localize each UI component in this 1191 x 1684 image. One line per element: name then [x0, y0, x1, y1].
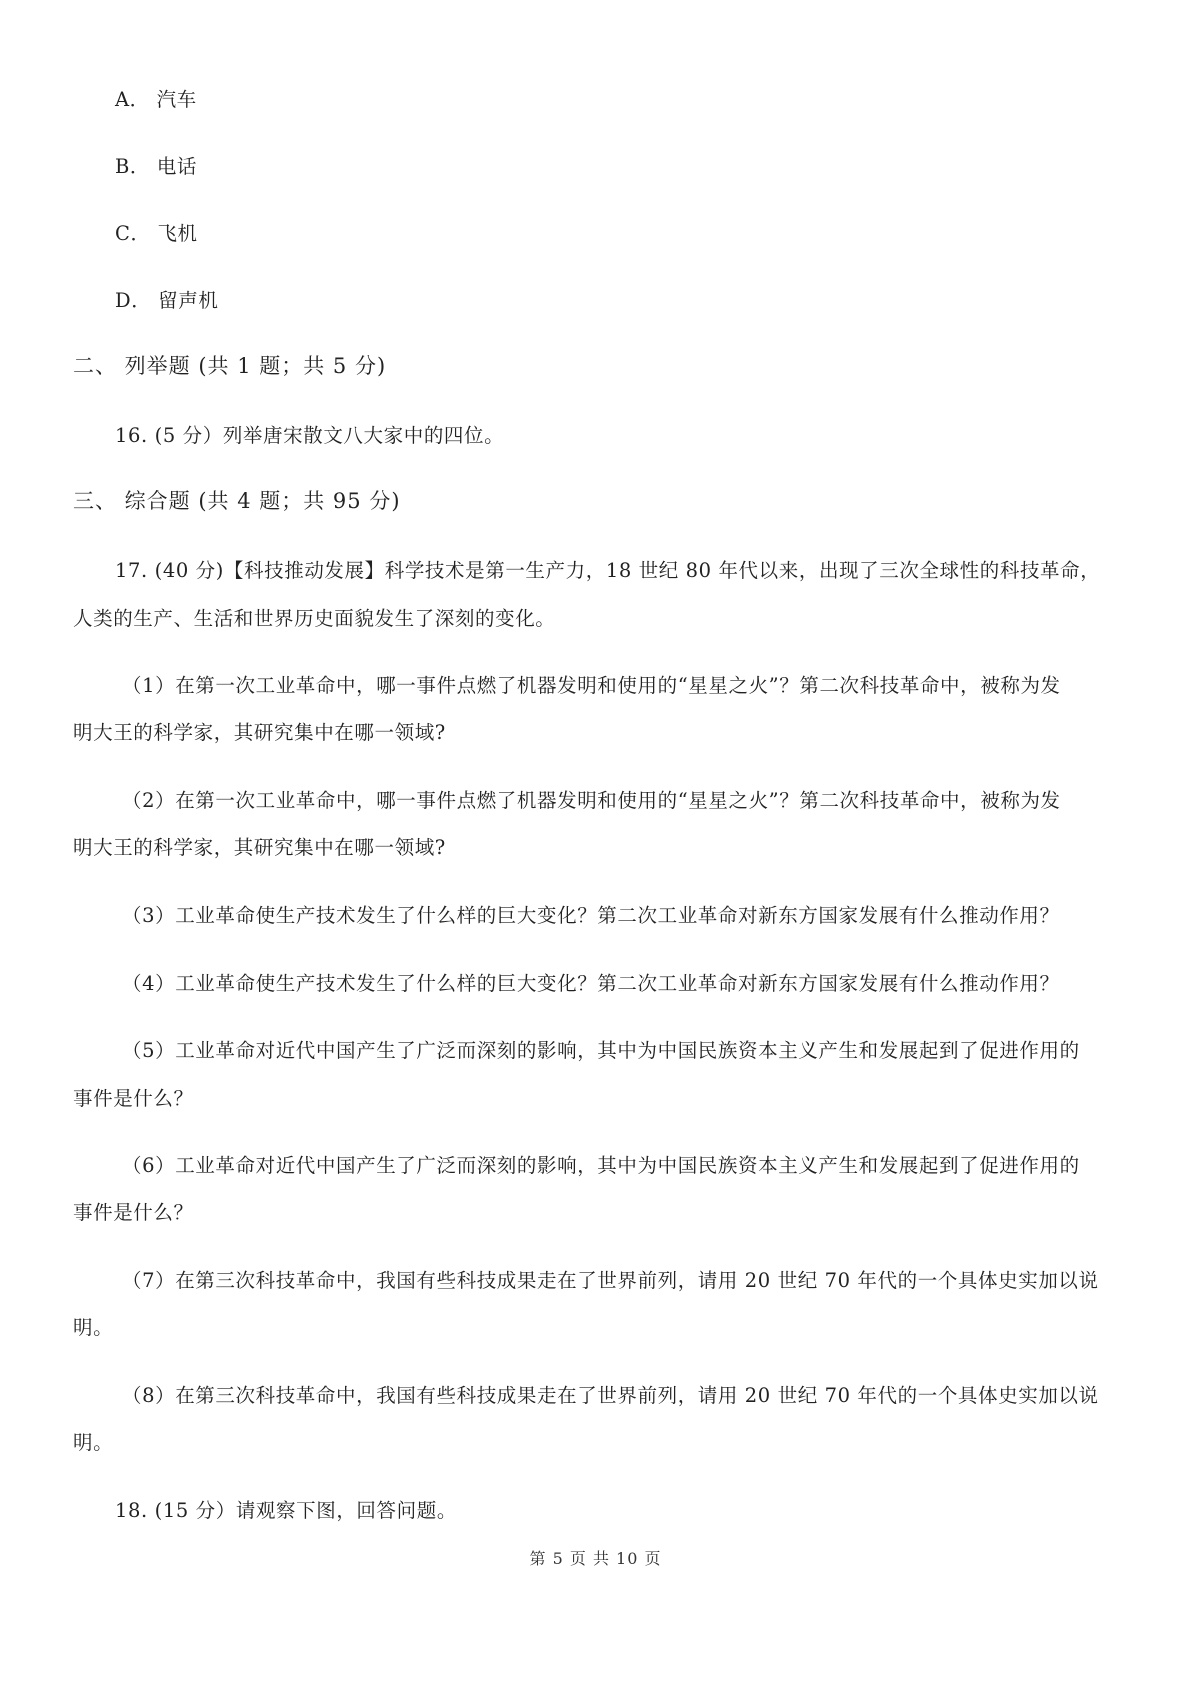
q17-sub7-line1: （7）在第三次科技革命中，我国有些科技成果走在了世界前列，请用 20 世纪 70 年代的一个具体史实加以说: [122, 1269, 1099, 1292]
option-d: D． 留声机: [115, 289, 219, 312]
q17-sub1-line1: （1）在第一次工业革命中，哪一事件点燃了机器发明和使用的“星星之火”？第二次科技革命中，被称为发: [122, 674, 1061, 697]
page-footer: 第 5 页 共 10 页: [529, 1549, 662, 1568]
q17-sub5-line2: 事件是什么？: [73, 1087, 194, 1110]
q17-sub7-line2: 明。: [73, 1316, 114, 1339]
q17-sub8-line1: （8）在第三次科技革命中，我国有些科技成果走在了世界前列，请用 20 世纪 70 年代的一个具体史实加以说: [122, 1384, 1099, 1407]
q17-sub2-line2: 明大王的科学家，其研究集中在哪一领域?: [73, 836, 446, 859]
option-a: A． 汽车: [115, 88, 197, 111]
q17-sub6-line2: 事件是什么？: [73, 1201, 194, 1224]
question-18: 18. (15 分）请观察下图，回答问题。: [115, 1499, 457, 1522]
option-c: C． 飞机: [115, 222, 198, 245]
q17-sub3: （3）工业革命使生产技术发生了什么样的巨大变化？第二次工业革命对新东方国家发展有什么推动作用？: [122, 904, 1060, 927]
q17-sub1-line2: 明大王的科学家，其研究集中在哪一领域?: [73, 721, 446, 744]
q17-sub6-line1: （6）工业革命对近代中国产生了广泛而深刻的影响，其中为中国民族资本主义产生和发展起到了促进作用的: [122, 1154, 1080, 1177]
q17-sub2-line1: （2）在第一次工业革命中，哪一事件点燃了机器发明和使用的“星星之火”？第二次科技革命中，被称为发: [122, 789, 1061, 812]
section3-heading: 三、 综合题 (共 4 题；共 95 分): [73, 489, 401, 513]
q17-sub4: （4）工业革命使生产技术发生了什么样的巨大变化？第二次工业革命对新东方国家发展有什么推动作用？: [122, 972, 1060, 995]
question-17-line2: 人类的生产、生活和世界历史面貌发生了深刻的变化。: [73, 607, 556, 630]
question-16: 16. (5 分）列举唐宋散文八大家中的四位。: [115, 424, 505, 447]
option-b: B． 电话: [115, 155, 198, 178]
q17-sub8-line2: 明。: [73, 1431, 114, 1454]
q17-sub5-line1: （5）工业革命对近代中国产生了广泛而深刻的影响，其中为中国民族资本主义产生和发展起到了促进作用的: [122, 1039, 1080, 1062]
section2-heading: 二、 列举题 (共 1 题；共 5 分): [73, 354, 387, 378]
question-17-line1: 17. (40 分)【科技推动发展】科学技术是第一生产力，18 世纪 80 年代以来，出现了三次全球性的科技革命，: [115, 559, 1101, 582]
